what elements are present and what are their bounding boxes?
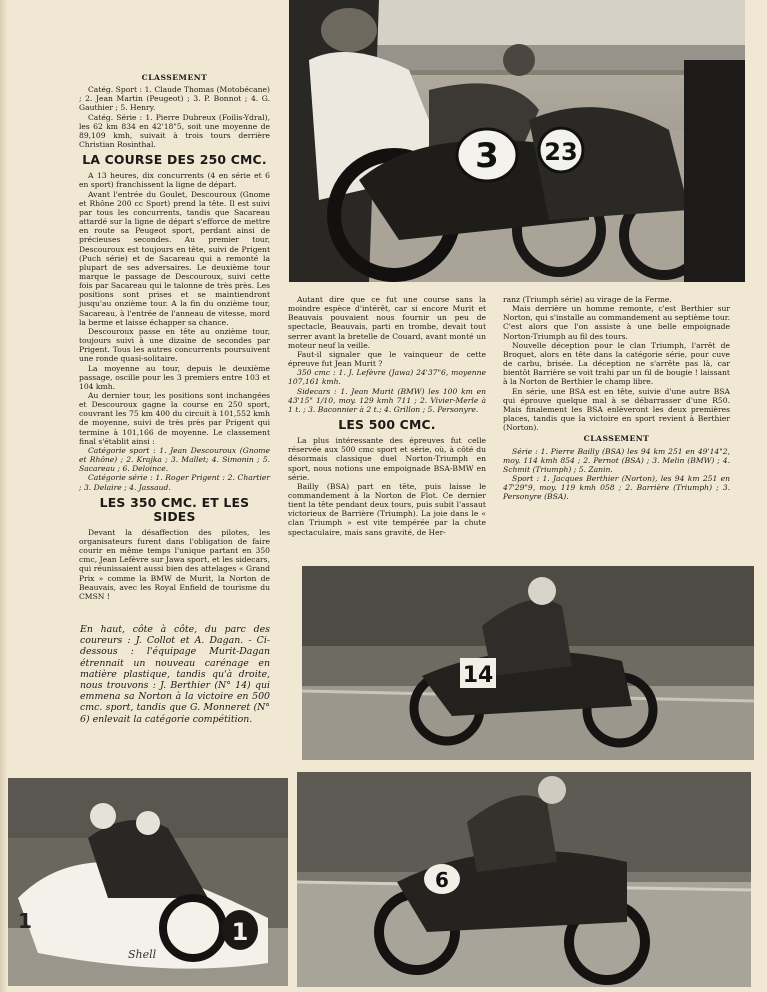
photo-caption bbox=[80, 624, 270, 725]
paragraph: Descouroux passe en tête au onzième tour, toujours suivi à une dizaine de secondes par Prigent. Tous les autres concurrents poursuivent une ronde quasi-solitaire. bbox=[79, 326, 270, 364]
race-number-plate: 1 bbox=[231, 918, 249, 946]
paragraph: Devant la désaffection des pilotes, les organisateurs furent dans l'obligation de faire courir en même temps l'unique partant en 350 cmc, Jean Lefèvre sur Jawa sport, et les sidecars, qui réunissaient aussi bien des attelages « Grand Prix » comme la BMW de Murit, la Norton de Beauvais, avec les Royal Enfield de tourisme du CMSN ! bbox=[79, 527, 270, 601]
column-3 bbox=[503, 295, 730, 501]
photo-paddock-image bbox=[289, 0, 745, 282]
result-250-sport: Catégorie sport : 1. Jean Descouroux (Gnome et Rhône) ; 2. Krajka ; 3. Mallet; 4. Simonin ; 5. Sacareau ; 6. Deloince. bbox=[79, 445, 270, 474]
paragraph: En série, une BSA est en tête, suivie d'une autre BSA qui éprouve quelque mal à se débarrasser d'une R50. Mais finalement les BSA enlèveront les deux premières places, tandis que la victoire en sport revient à Berthier (Norton). bbox=[503, 386, 730, 433]
result-serie-125: Catég. Série : 1. Pierre Dubreux (Foilis-Ydral), les 62 km 834 en 42'18"5, soit une moyenne de 89,109 kmh, suivait à trois tours derrière Christian Rosinthal. bbox=[79, 112, 270, 150]
heading-500: LES 500 CMC. bbox=[338, 417, 436, 433]
result-350: 350 cmc : 1. J. Lefèvre (Jawa) 24'37"6, moyenne 107,161 kmh. bbox=[288, 368, 486, 387]
paragraph: Au dernier tour, les positions sont inchangées et Descouroux gagne la course en 250 sport, couvrant les 75 km 400 du circuit à 101,552 kmh de moyenne, suivi de très près par Prigent qui termine à 101,166 de moyenne. Le classement final s'établit ainsi : bbox=[79, 391, 270, 446]
photo-sidecar bbox=[8, 778, 288, 986]
photo-rider-14 bbox=[302, 566, 754, 760]
heading-250: LA COURSE DES 250 CMC. bbox=[82, 152, 267, 168]
race-number-plate: 14 bbox=[462, 663, 494, 688]
paragraph: A 13 heures, dix concurrents (4 en série et 6 en sport) franchissent la ligne de départ. bbox=[79, 171, 270, 190]
paragraph: Avant l'entrée du Goulet, Descouroux (Gnome et Rhône 200 cc Sport) prend la tête. Il est suivi par tous les concurrents, tandis que Sacareau attardé sur la ligne de départ s'efforce de mettre en route sa Peugeot sport, perdant ainsi de précieuses secondes. Au premier tour, Descouroux est toujours en tête, suivi de Prigent (Puch série) et de Sacareau qui a remonté la plupart de ses adversaires. Le deuxième tour marque le passage de Descouroux, suivi cette fois par Sacareau qui le talonne de très près. Les positions sont prises et se maintiendront jusqu'au onzième tour. A la fin du onzième tour, Sacareau, à l'entrée de l'anneau de vitesse, mord la berme et laisse échapper sa chance. bbox=[79, 189, 270, 327]
page-edge-shadow bbox=[0, 0, 8, 992]
column-1 bbox=[79, 71, 270, 601]
heading-350-sides: LES 350 CMC. ET LES SIDES bbox=[99, 494, 250, 524]
paragraph: Faut-il signaler que le vainqueur de cette épreuve fut Jean Murit ? bbox=[288, 349, 486, 369]
paragraph: La plus intéressante des épreuves fut celle réservée aux 500 cmc sport et série, où, à côté du désormais classique duel Norton-Triumph en sport, nous notions une empoignade BSA-BMW en série. bbox=[288, 436, 486, 482]
race-number-plate: 23 bbox=[544, 138, 578, 166]
result-sidecars: Sidecars : 1. Jean Murit (BMW) les 100 km en 43'15" 1/10, moy. 129 kmh 711 ; 2. Vivier-Merle à 1 t. ; 3. Baconnier à 2 t.; 4. Grillon ; 5. Personyre. bbox=[288, 386, 486, 414]
photo-rider-6 bbox=[297, 772, 751, 987]
paragraph: La moyenne au tour, depuis le deuxième passage, oscille pour les 3 premiers entre 103 et 104 kmh. bbox=[79, 363, 270, 391]
column-2 bbox=[288, 295, 486, 537]
classement-heading-1: CLASSEMENT bbox=[141, 73, 208, 82]
result-500-serie: Série : 1. Pierre Bailly (BSA) les 94 km 251 en 49'14"2, moy. 114 kmh 854 ; 2. Pernot (BSA) ; 3. Melin (BMW) ; 4. Schmit (Triumph) ; 5. Zanin. bbox=[503, 446, 730, 474]
photo-caption-text: En haut, côte à côte, du parc des coureurs : J. Collot et A. Dagan. - Ci-dessous : l'équipage Murit-Dagan étrennait un nouveau carénage en matière plastique, tandis qu'à droite, nous trouvons : J. Berthier (N° 14) qui emmena sa Norton à la victoire en 500 cmc. sport, tandis que G. Monneret (N° 6) enlevait la catégorie compétition. bbox=[80, 624, 270, 725]
photo-sidecar-image bbox=[8, 778, 288, 986]
paragraph: ranz (Triumph série) au virage de la Ferme. bbox=[503, 295, 672, 304]
result-500-sport: Sport : 1. Jacques Berthier (Norton), les 94 km 251 en 47'29"9, moy. 119 kmh 058 ; 2. Barrière (Triumph) ; 3. Personyre (BSA). bbox=[503, 473, 730, 502]
paragraph: Mais derrière un homme remonte, c'est Berthier sur Norton, qui s'installe au commandement au septième tour. C'est alors que l'on assiste à une belle empoignade Norton-Triumph au fil des tours. bbox=[503, 304, 730, 341]
photo-rider-6-image bbox=[297, 772, 751, 987]
sponsor-logo: Shell bbox=[128, 948, 157, 961]
result-250-serie: Catégorie série : 1. Roger Prigent : 2. Chartier ; 3. Delaire ; 4. Jassaud. bbox=[79, 473, 270, 492]
race-number-plate: 6 bbox=[435, 868, 449, 892]
race-number-plate: 3 bbox=[475, 136, 499, 176]
paragraph: Autant dire que ce fut une course sans la moindre espèce d'intérêt, car si encore Murit et Beauvais pouvaient nous fournir un peu de spectacle, Beauvais, parti en trombe, devait tout serrer avant la bretelle de Couard, avant monté un moteur neuf la veille. bbox=[288, 295, 486, 350]
paragraph: Nouvelle déception pour le clan Triumph, l'arrêt de Broquet, alors en tête dans la catégorie série, pour cuve de carbu, brisée. La déception ne s'arrête pas là, car bientôt Barrière se voit trahi par un fil de bougie ! laissant à la Norton de Berthier le champ libre. bbox=[503, 340, 730, 387]
classement-heading-2: CLASSEMENT bbox=[583, 434, 650, 444]
race-number-plate: 1 bbox=[18, 909, 32, 933]
photo-paddock bbox=[289, 0, 745, 282]
result-sport-125: Catég. Sport : 1. Claude Thomas (Motobécane) ; 2. Jean Martin (Peugeot) ; 3. P. Bonnot ; 4. G. Gauthier ; 5. Henry. bbox=[79, 85, 270, 113]
photo-rider-14-image bbox=[302, 566, 754, 760]
paragraph: Bailly (BSA) part en tête, puis laisse le commandement à la Norton de Flot. Ce dernier tient la tête pendant deux tours, puis subit l'assaut victorieux de Barrière (Triumph). La joie dans le « clan Triumph » est vite tempérée par la chute spectaculaire, mais sans gravité, de Her- bbox=[288, 481, 486, 537]
